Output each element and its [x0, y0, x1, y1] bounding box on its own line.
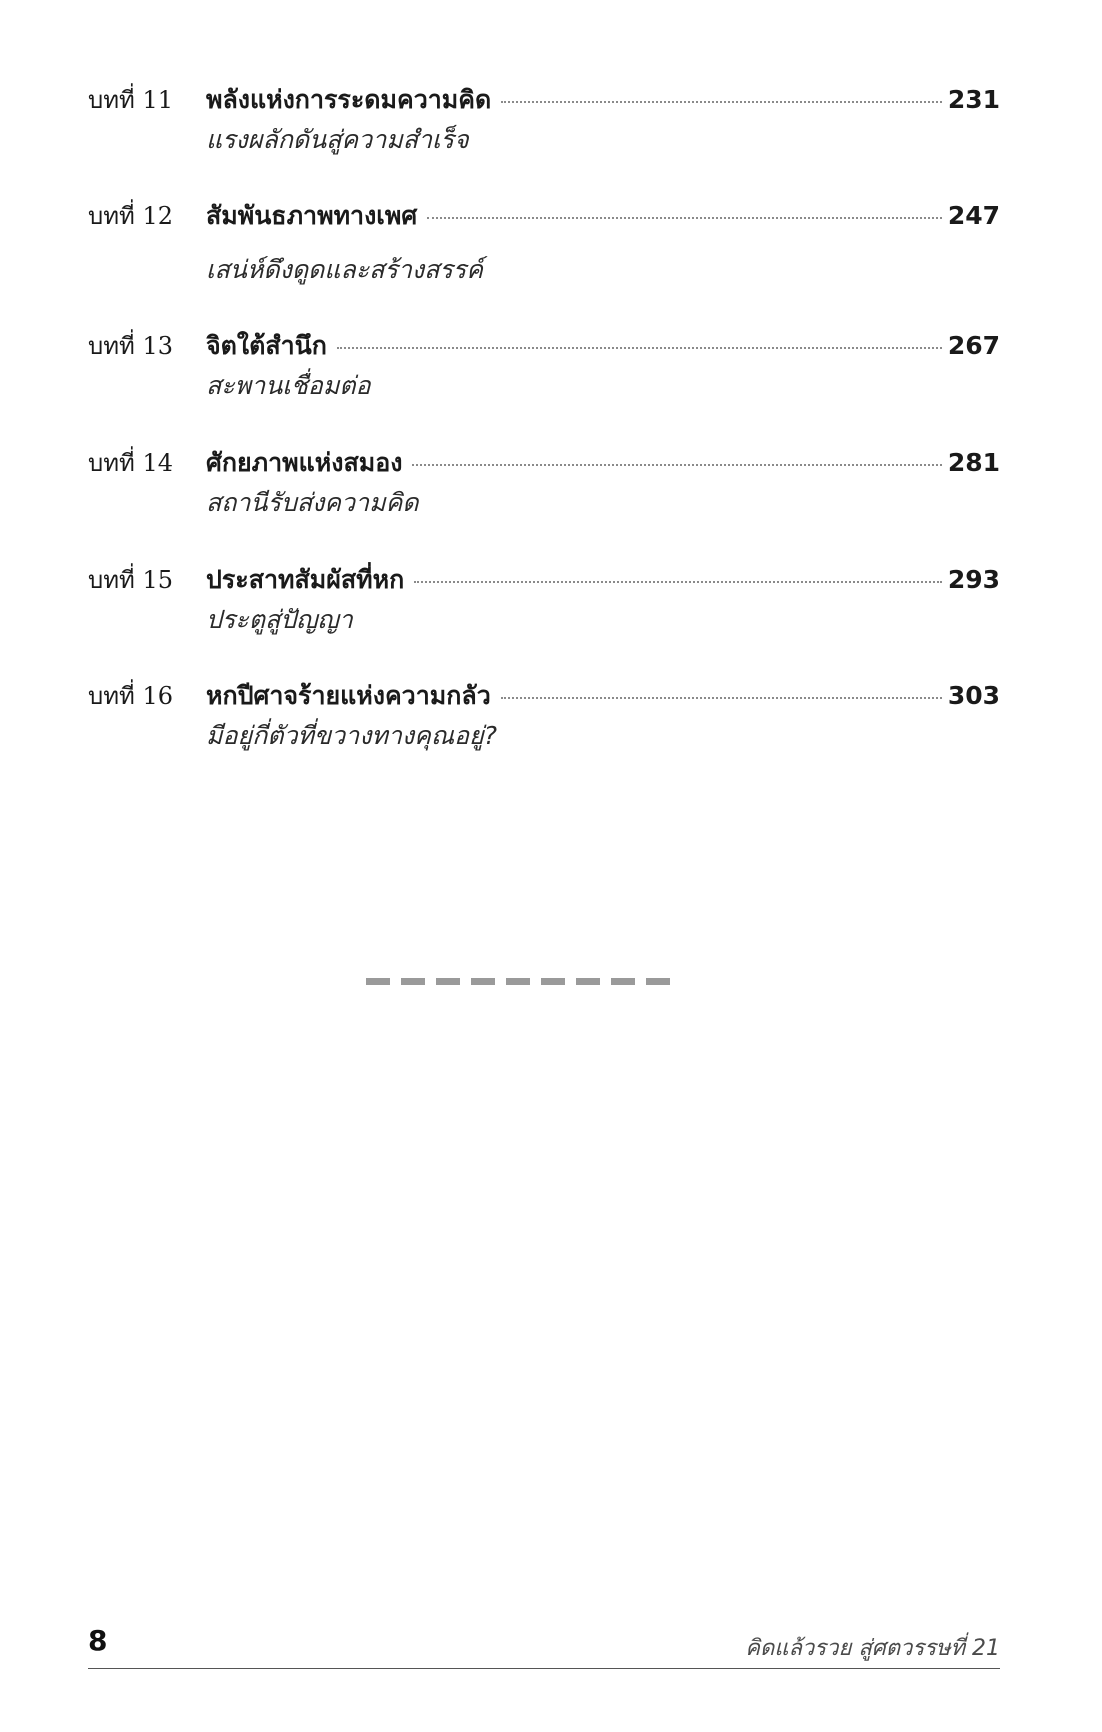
- chapter-label: บทที่ 14: [88, 449, 174, 477]
- dot-leader: [414, 581, 942, 583]
- chapter-title[interactable]: สัมพันธภาพทางเพศ: [206, 201, 418, 230]
- divider-dash: [646, 978, 670, 985]
- chapter-title[interactable]: จิตใต้สำนึก: [206, 331, 327, 360]
- dot-leader: [501, 697, 942, 699]
- chapter-subtitle: ประตูสู่ปัญญา: [206, 605, 353, 634]
- divider-dash: [366, 978, 390, 985]
- chapter-label: บทที่ 15: [88, 566, 174, 594]
- chapter-label: บทที่ 13: [88, 332, 174, 360]
- toc-entry[interactable]: [88, 443, 1000, 523]
- page-number[interactable]: 231: [947, 85, 1000, 114]
- dot-leader: [427, 217, 942, 219]
- toc-entry[interactable]: [88, 196, 1000, 290]
- chapter-subtitle: เสน่ห์ดึงดูดและสร้างสรรค์: [206, 255, 483, 284]
- toc-entry[interactable]: [88, 676, 1000, 756]
- chapter-subtitle: มีอยู่กี่ตัวที่ขวางทางคุณอยู่?: [206, 721, 497, 750]
- divider-dash: [611, 978, 635, 985]
- page-number[interactable]: 293: [947, 565, 1000, 594]
- toc-entry[interactable]: [88, 80, 1000, 160]
- page-number[interactable]: 267: [947, 331, 1000, 360]
- chapter-subtitle: สถานีรับส่งความคิด: [206, 488, 419, 517]
- chapter-subtitle: สะพานเชื่อมต่อ: [206, 371, 371, 400]
- page-number[interactable]: 303: [947, 681, 1000, 710]
- divider-dash: [506, 978, 530, 985]
- dot-leader: [337, 347, 942, 349]
- dot-leader: [412, 464, 941, 466]
- chapter-label: บทที่ 11: [88, 86, 174, 114]
- chapter-label: บทที่ 16: [88, 682, 174, 710]
- page-number[interactable]: 247: [947, 201, 1000, 230]
- dot-leader: [501, 101, 942, 103]
- divider-dash: [576, 978, 600, 985]
- chapter-title[interactable]: พลังแห่งการระดมความคิด: [206, 85, 492, 114]
- divider-dash: [401, 978, 425, 985]
- section-divider: [366, 978, 670, 985]
- footer-page-number: 8: [88, 1624, 108, 1657]
- toc-entry[interactable]: [88, 560, 1000, 640]
- chapter-title[interactable]: ศักยภาพแห่งสมอง: [206, 448, 403, 477]
- page-number[interactable]: 281: [947, 448, 1000, 477]
- divider-dash: [541, 978, 565, 985]
- chapter-label: บทที่ 12: [88, 202, 174, 230]
- page-footer: [88, 1622, 1000, 1669]
- chapter-subtitle: แรงผลักดันสู่ความสำเร็จ: [206, 125, 469, 154]
- divider-dash: [436, 978, 460, 985]
- footer-book-title: คิดแล้วรวย สู่ศตวรรษที่ 21: [745, 1636, 1000, 1661]
- toc-entry[interactable]: [88, 326, 1000, 406]
- chapter-title[interactable]: หกปีศาจร้ายแห่งความกลัว: [206, 681, 491, 710]
- chapter-title[interactable]: ประสาทสัมผัสที่หก: [206, 565, 405, 594]
- divider-dash: [471, 978, 495, 985]
